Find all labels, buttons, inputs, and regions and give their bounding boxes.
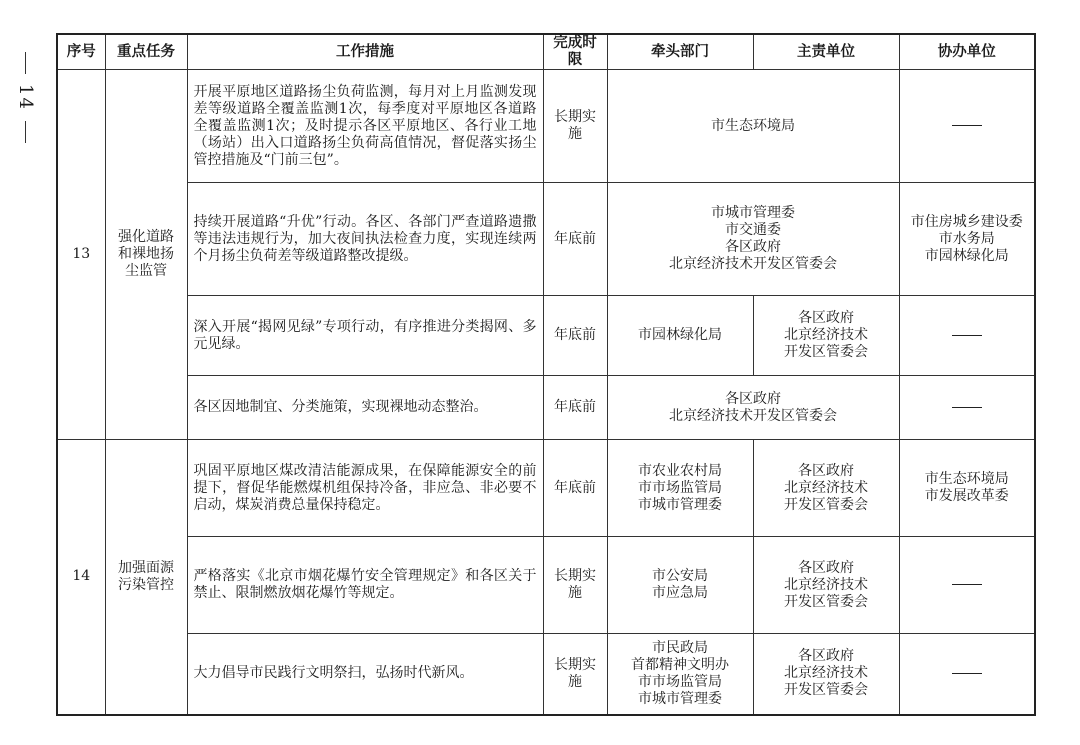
row-number: 14 (57, 440, 105, 715)
lead-main-unit (607, 70, 899, 183)
unit-name: 市市场监管局 (638, 673, 722, 690)
unit-name: 市城市管理委 (638, 496, 722, 513)
table-row (57, 634, 1035, 715)
deadline: 长期实施 (543, 634, 607, 715)
em-dash (952, 407, 982, 408)
unit-name: 开发区管委会 (784, 496, 868, 513)
unit-name: 市园林绿化局 (924, 247, 1009, 264)
header-task: 重点任务 (105, 34, 187, 70)
em-dash (952, 584, 982, 585)
deadline: 长期实施 (543, 537, 607, 634)
measure-text: 开展平原地区道路扬尘负荷监测，每月对上月监测发现差等级道路全覆盖监测1次，每季度对平原地区各道路全覆盖监测1次；及时提示各区平原地区、各行业工地（场站）出入口道路扬尘负荷高值情况，督促落实扬尘管控措施及“门前三包”。 (187, 70, 543, 183)
unit-name: 北京经济技术开发区管委会 (669, 407, 837, 424)
assist-unit (899, 183, 1035, 296)
page-number-marker (8, 52, 42, 143)
unit-name: 市农业农村局 (638, 462, 722, 479)
unit-name: 开发区管委会 (784, 593, 868, 610)
key-task: 强化道路和裸地扬尘监管 (105, 70, 187, 440)
unit-name: 开发区管委会 (784, 344, 868, 360)
row-number: 13 (57, 70, 105, 440)
measure-text: 大力倡导市民践行文明祭扫，弘扬时代新风。 (187, 634, 543, 715)
deadline: 长期实施 (543, 70, 607, 183)
unit-name: 市生态环境局 (711, 117, 795, 134)
main-unit (753, 440, 899, 537)
unit-name: 各区政府 (798, 310, 854, 326)
table-row (57, 376, 1035, 440)
page-number: 14 (15, 84, 36, 111)
header-assist-unit: 协办单位 (899, 34, 1035, 70)
em-dash (952, 335, 982, 336)
assist-unit-none (899, 296, 1035, 376)
lead-unit (607, 296, 753, 376)
unit-name: 市应急局 (652, 585, 708, 601)
unit-name: 市城市管理委 (638, 690, 722, 707)
unit-name: 市园林绿化局 (638, 327, 722, 343)
table-row (57, 70, 1035, 183)
page-number-dash (25, 52, 26, 74)
unit-name: 市生态环境局 (924, 471, 1009, 487)
unit-name: 北京经济技术 (784, 576, 868, 593)
deadline: 年底前 (543, 183, 607, 296)
em-dash (952, 125, 982, 126)
unit-name: 市住房城乡建设委 (910, 213, 1023, 230)
main-unit (753, 537, 899, 634)
header-seq: 序号 (57, 34, 105, 70)
table-row (57, 537, 1035, 634)
lead-unit (607, 440, 753, 537)
header-lead-dept: 牵头部门 (607, 34, 753, 70)
main-unit (753, 634, 899, 715)
assist-unit-none (899, 634, 1035, 715)
unit-name: 首都精神文明办 (631, 656, 729, 673)
unit-name: 市民政局 (652, 639, 708, 656)
lead-unit (607, 537, 753, 634)
unit-name: 市水务局 (938, 230, 995, 247)
measure-text: 深入开展“揭网见绿”专项行动，有序推进分类揭网、多元见绿。 (187, 296, 543, 376)
unit-name: 各区政府 (725, 239, 781, 255)
lead-main-unit (607, 376, 899, 440)
header-measure: 工作措施 (187, 34, 543, 70)
unit-name: 市交通委 (725, 222, 781, 238)
header-main-unit: 主责单位 (753, 34, 899, 70)
em-dash (952, 673, 982, 674)
table-row (57, 183, 1035, 296)
unit-name: 市发展改革委 (924, 488, 1009, 504)
page-number-dash (25, 121, 26, 143)
task-table (56, 33, 1036, 716)
main-unit (753, 296, 899, 376)
measure-text: 严格落实《北京市烟花爆竹安全管理规定》和各区关于禁止、限制燃放烟花爆竹等规定。 (187, 537, 543, 634)
table-row (57, 296, 1035, 376)
unit-name: 市公安局 (652, 568, 708, 584)
header-deadline: 完成时限 (543, 34, 607, 70)
table-header-row (57, 34, 1035, 70)
unit-name: 开发区管委会 (784, 682, 868, 699)
unit-name: 北京经济技术开发区管委会 (669, 256, 837, 272)
assist-unit-none (899, 537, 1035, 634)
unit-name: 各区政府 (798, 462, 854, 479)
unit-name: 市市场监管局 (638, 479, 722, 496)
measure-text: 各区因地制宜、分类施策，实现裸地动态整治。 (187, 376, 543, 440)
key-task: 加强面源污染管控 (105, 440, 187, 715)
deadline: 年底前 (543, 376, 607, 440)
lead-unit (607, 634, 753, 715)
unit-name: 各区政府 (798, 559, 854, 576)
measure-text: 巩固平原地区煤改清洁能源成果，在保障能源安全的前提下，督促华能燃煤机组保持冷备，非应急、非必要不启动，煤炭消费总量保持稳定。 (187, 440, 543, 537)
assist-unit (899, 440, 1035, 537)
table-row (57, 440, 1035, 537)
deadline: 年底前 (543, 440, 607, 537)
assist-unit-none (899, 376, 1035, 440)
deadline: 年底前 (543, 296, 607, 376)
unit-name: 北京经济技术 (784, 479, 868, 496)
unit-name: 北京经济技术 (784, 665, 868, 682)
measure-text: 持续开展道路“升优”行动。各区、各部门严查道路遗撒等违法违规行为，加大夜间执法检查力度，实现连续两个月扬尘负荷差等级道路整改提级。 (187, 183, 543, 296)
unit-name: 北京经济技术 (784, 327, 868, 343)
assist-unit-none (899, 70, 1035, 183)
unit-name: 各区政府 (725, 390, 781, 407)
unit-name: 各区政府 (798, 648, 854, 665)
lead-main-unit (607, 183, 899, 296)
unit-name: 市城市管理委 (711, 205, 795, 221)
